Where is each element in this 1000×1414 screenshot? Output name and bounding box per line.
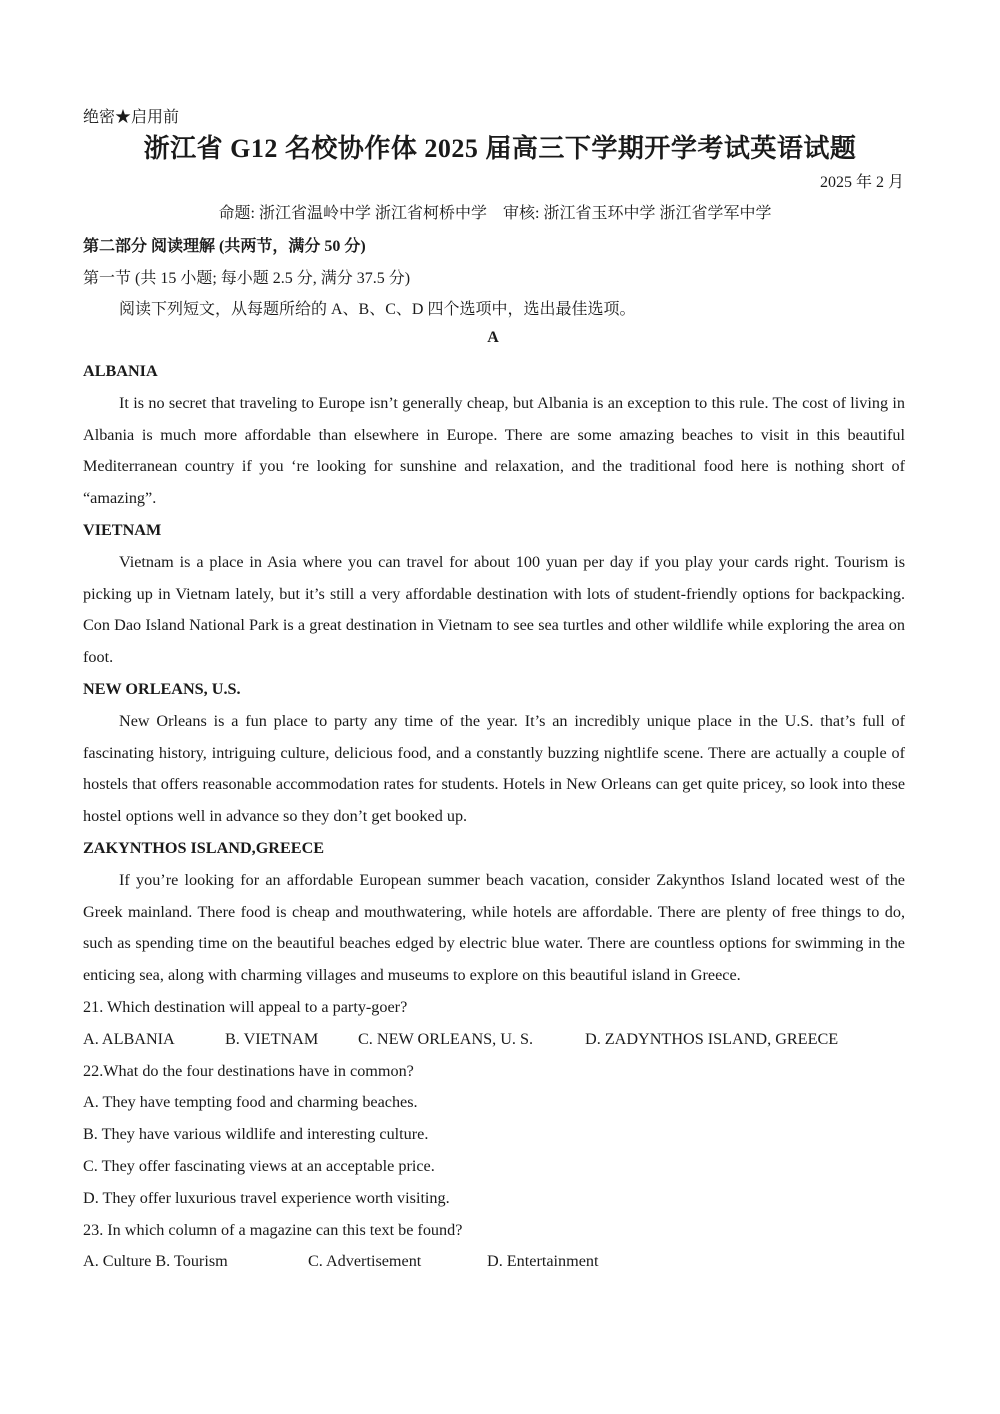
- part-heading: 第二部分 阅读理解 (共两节，满分 50 分): [83, 238, 366, 255]
- passage-letter: A: [487, 329, 499, 346]
- question-22-option-c: C. They offer fascinating views at an acceptable price.: [83, 1156, 435, 1175]
- question-21-option-c: C. NEW ORLEANS, U. S.: [358, 1029, 534, 1048]
- destination-text-zakynthos: If you’re looking for an affordable European summer beach vacation, consider Zakynthos Island located west of the Greek mainland. There food is cheap and mouthwatering, while hotels are affordable. There are plenty of free things to do, such as spending time on the beautiful beaches edged by electric blue water. There are countless options for swimming in the enticing sea, along with charming villages and museums to explore on this beautiful island in Greece.: [83, 870, 905, 985]
- destination-text-new-orleans: New Orleans is a fun place to party any time of the year. It’s an incredibly unique place in the U.S. that’s full of fascinating history, intriguing culture, delicious food, and a constantly buzzing nightlife scene. There are actually a couple of hostels that offers reasonable accommodation rates for students. Hotels in New Orleans can get quite pricey, so look into these hostel options well in advance so they don’t get booked up.: [83, 711, 905, 826]
- question-23-option-d: D. Entertainment: [487, 1252, 599, 1271]
- confidential-label: 绝密★启用前: [83, 109, 180, 126]
- question-21-stem: 21. Which destination will appeal to a party-goer?: [83, 997, 408, 1016]
- exam-credits: 命题: 浙江省温岭中学 浙江省柯桥中学 审核: 浙江省玉环中学 浙江省学军中学: [218, 205, 772, 222]
- destination-heading-albania: ALBANIA: [83, 362, 158, 380]
- question-22-stem: 22.What do the four destinations have in common?: [83, 1061, 414, 1080]
- question-21-options: [83, 1024, 905, 1056]
- question-21-option-d: D. ZADYNTHOS ISLAND, GREECE: [585, 1029, 839, 1048]
- exam-title: 浙江省 G12 名校协作体 2025 届高三下学期开学考试英语试题: [143, 134, 857, 163]
- question-21-option-a: A. ALBANIA: [83, 1029, 175, 1048]
- destination-heading-vietnam: VIETNAM: [83, 520, 162, 539]
- question-23-option-c: C. Advertisement: [308, 1252, 422, 1271]
- question-22-option-d: D. They offer luxurious travel experience worth visiting.: [83, 1188, 450, 1207]
- exam-date: 2025 年 2 月: [819, 174, 904, 191]
- destination-text-vietnam: Vietnam is a place in Asia where you can travel for about 100 yuan per day if you play your cards right. Tourism is picking up in Vietnam lately, but it’s still a very affordable destination with lots of student-friendly options for backpacking. Con Dao Island National Park is a great destination in Vietnam to see sea turtles and other wildlife while exploring the area on foot.: [83, 552, 905, 667]
- question-23-options: [83, 1246, 905, 1278]
- destination-heading-zakynthos: ZAKYNTHOS ISLAND,GREECE: [83, 838, 325, 857]
- instructions: 阅读下列短文，从每题所给的 A、B、C、D 四个选项中，选出最佳选项。: [119, 301, 636, 318]
- question-23-stem: 23. In which column of a magazine can this text be found?: [83, 1220, 463, 1239]
- section-heading: 第一节 (共 15 小题; 每小题 2.5 分, 满分 37.5 分): [83, 270, 411, 287]
- question-23-option-ab: A. Culture B. Tourism: [83, 1252, 228, 1271]
- passage-content: [83, 356, 905, 1278]
- question-22-option-a: A. They have tempting food and charming beaches.: [83, 1093, 418, 1112]
- question-22-option-b: B. They have various wildlife and interesting culture.: [83, 1125, 429, 1144]
- destination-heading-new-orleans: NEW ORLEANS, U.S.: [83, 679, 241, 698]
- destination-text-albania: It is no secret that traveling to Europe isn’t generally cheap, but Albania is an exception to this rule. The cost of living in Albania is much more affordable than elsewhere in Europe. There are some amazing beaches to visit in this beautiful Mediterranean country if you ‘re looking for sunshine and relaxation, and the traditional food here is nothing short of “amazing”.: [83, 393, 905, 508]
- question-21-option-b: B. VIETNAM: [225, 1029, 319, 1048]
